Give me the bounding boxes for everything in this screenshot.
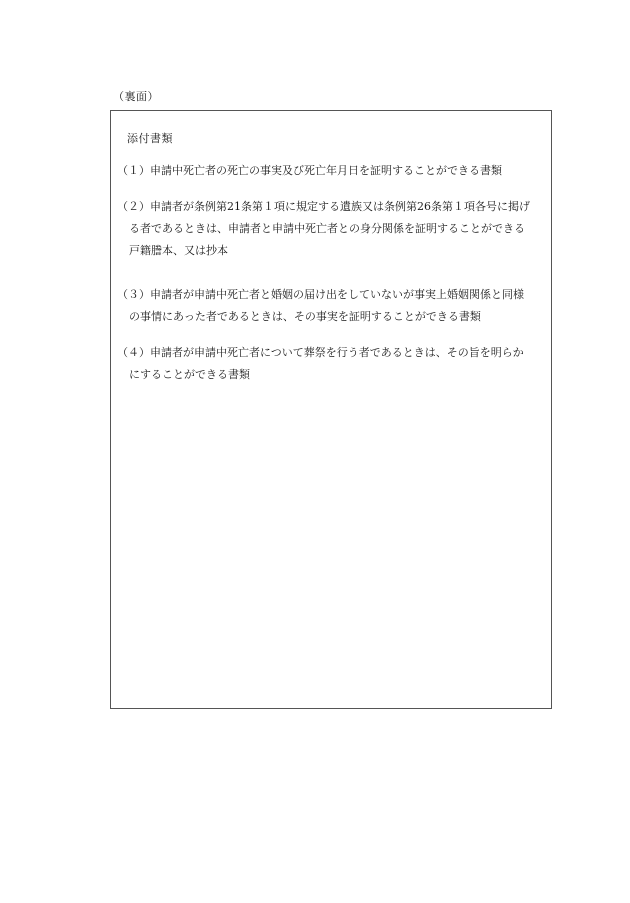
attachment-item-4 [117,342,547,386]
attachment-item-1 [117,160,547,182]
attachment-item-2 [117,196,547,262]
reverse-side-label: （裏面） [113,90,159,103]
item-text-line: 申請者が条例第21条第１項に規定する遺族又は条例第26条第１項各号に掲げ [150,200,530,213]
item-number: （３） [117,288,150,301]
item-text-line: 申請中死亡者の死亡の事実及び死亡年月日を証明することができる書類 [150,164,502,177]
attachments-heading: 添付書類 [127,132,173,145]
item-text-line: 戸籍謄本、又は抄本 [129,244,228,257]
item-text-line: 申請者が申請中死亡者について葬祭を行う者であるときは、その旨を明らか [150,346,524,359]
item-text-line: の事情にあった者であるときは、その事実を証明することができる書類 [129,310,481,323]
item-text-line: る者であるときは、申請者と申請中死亡者との身分関係を証明することができる [129,222,525,235]
item-text-line: にすることができる書類 [129,368,250,381]
attachment-item-3 [117,284,547,328]
item-number: （４） [117,346,150,359]
item-number: （２） [117,200,150,213]
item-number: （１） [117,164,150,177]
item-text-line: 申請者が申請中死亡者と婚姻の届け出をしていないが事実上婚姻関係と同様 [150,288,524,301]
